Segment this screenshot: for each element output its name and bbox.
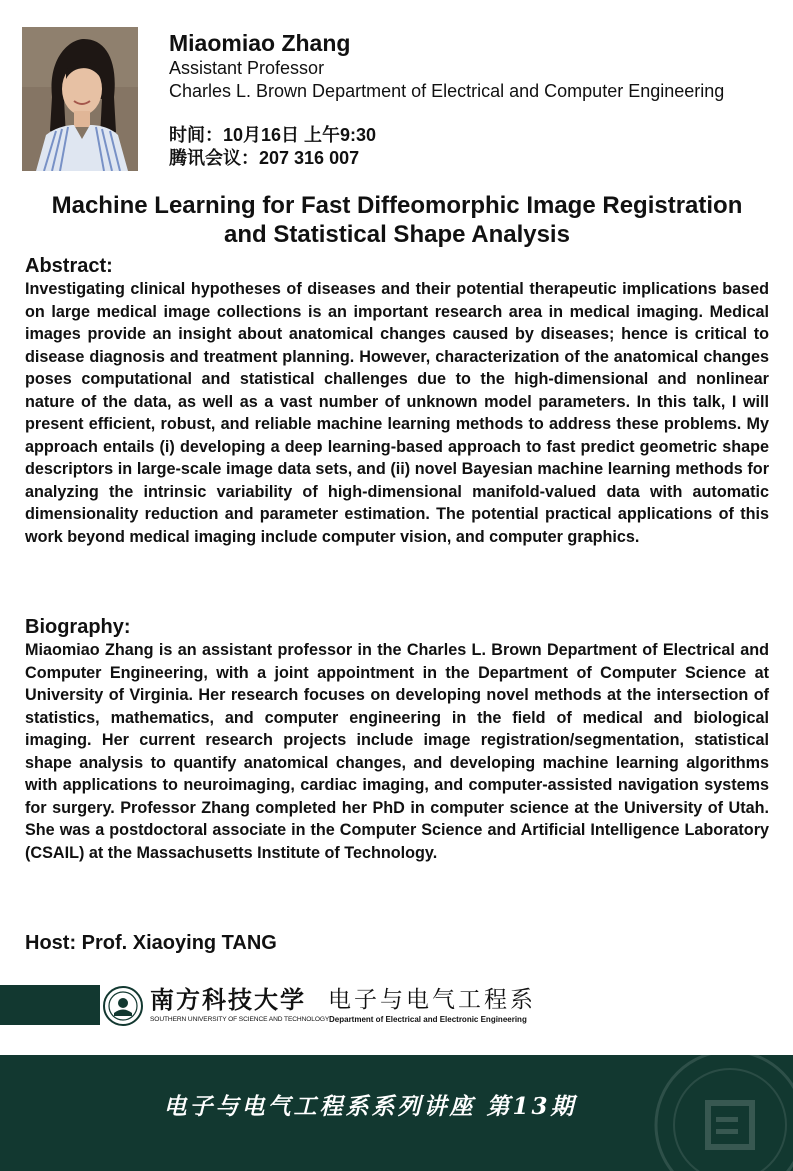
lecture-series-title: 电子与电气工程系系列讲座 第13期 [163,1093,577,1120]
event-time: 时间：10月16日 上午9:30 [169,125,377,145]
meeting-id: 腾讯会议：207 316 007 [169,148,360,168]
university-name-cn: 南方科技大学 [150,985,306,1014]
event-meta [169,124,376,170]
abstract-heading: Abstract: [25,255,113,277]
abstract-text: Investigating clinical hypotheses of diseases and their potential therapeutic implications based on large medical image collections is an important research area in medical imaging. Medical images provide an insight about anatomical changes caused by diseases; hence is critical to disease diagnosis and treatment planning. However, characterization of the anatomical changes poses computational and statistical challenges due to the high-dimensional and nonlinear nature of the data, as well as a vast number of unknown model parameters. In this talk, I will present efficient, robust, and reliable machine learning methods to address these problems. My approach entails (i) developing a deep learning-based approach to fast predict geometric shape descriptors in large-scale image data sets, and (ii) novel Bayesian machine learning methods for analyzing the intrinsic variability of high-dimensional manifold-valued data with automatic dimensionality reduction and parameter estimation. The potential practical applications of this work beyond medical imaging include computer vision, and computer graphics. [25,280,769,546]
biography-heading: Biography: [25,616,131,638]
logo-band-bar [0,985,100,1025]
speaker-info [169,29,724,103]
sustech-emblem-icon [103,986,143,1026]
speaker-photo [22,27,138,171]
footer-banner [0,1055,793,1171]
department-name-cn: 电子与电气工程系 [328,987,536,1013]
talk-title-line1: Machine Learning for Fast Diffeomorphic Image Registration [51,192,743,219]
talk-title-line2: and Statistical Shape Analysis [224,221,570,248]
speaker-department: Charles L. Brown Department of Electrical and Computer Engineering [169,81,725,101]
department-name-en: Department of Electrical and Electronic Engineering [329,1015,527,1024]
biography-text: Miaomiao Zhang is an assistant professor in the Charles L. Brown Department of Electrical and Computer Engineering, with a joint appointment in the Department of Computer Science at University of Virginia. Her research focuses on developing novel methods at the intersection of statistics, mathematics, and computer engineering in the field of medical and biological imaging. Her current research projects include image registration/segmentation, statistical shape analysis to quantify anatomical changes, and developing machine learning algorithms with applications to neuroimaging, cardiac imaging, and computer-assisted navigation systems for surgery. Professor Zhang completed her PhD in computer science at the University of Utah. She was a postdoctoral associate in the Computer Science and Artificial Intelligence Laboratory (CSAIL) at the Massachusetts Institute of Technology. [25,641,769,862]
speaker-role: Assistant Professor [169,58,325,78]
university-name-en: SOUTHERN UNIVERSITY OF SCIENCE AND TECHNOLOGY [150,1016,330,1023]
speaker-name: Miaomiao Zhang [169,30,351,56]
talk-title [22,191,772,249]
host-line: Host: Prof. Xiaoying TANG [25,932,277,954]
